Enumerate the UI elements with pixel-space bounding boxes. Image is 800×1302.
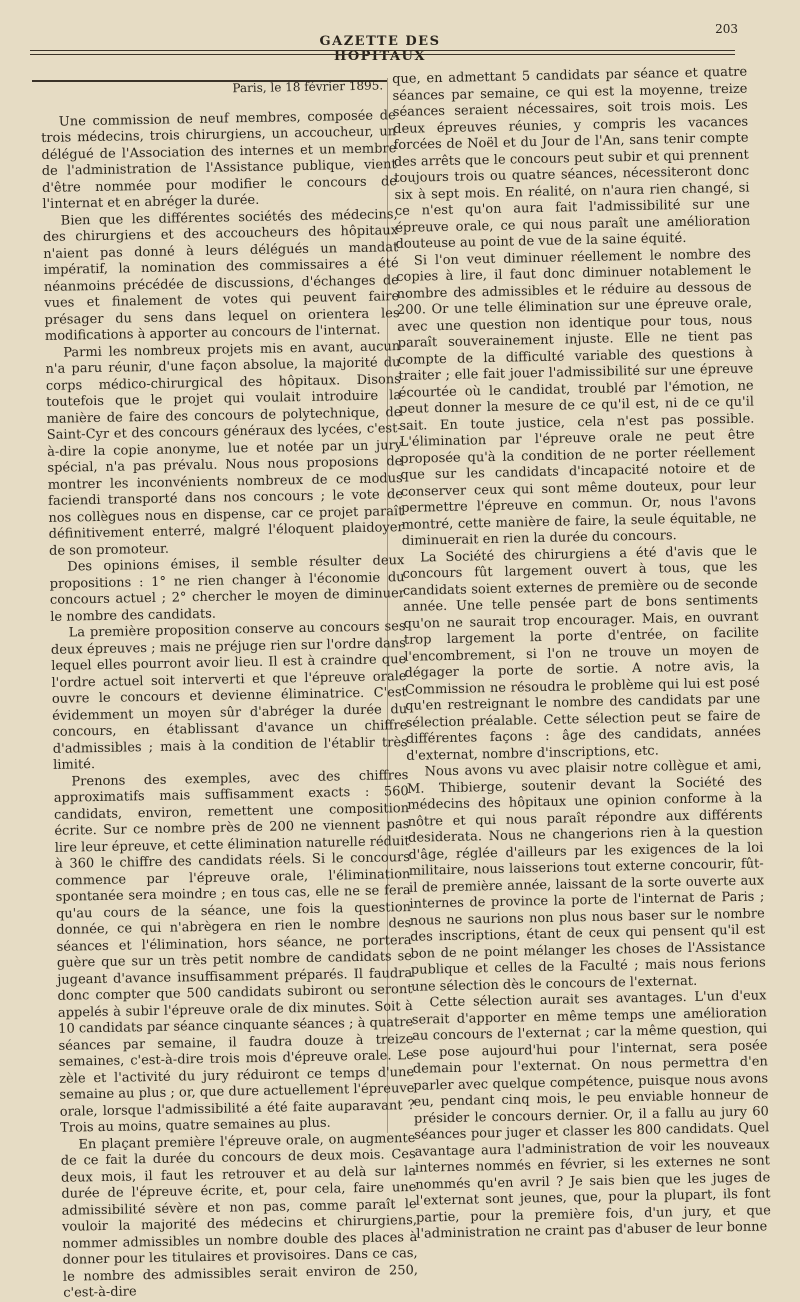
page-header-title: GAZETTE DES HOPITAUX	[319, 34, 441, 64]
page-number: 203	[715, 22, 738, 36]
dateline: Paris, le 18 février 1895.	[232, 78, 384, 96]
header-rule-double	[30, 54, 735, 55]
paragraph: Bien que les différentes sociétés des médecins, des chirurgiens et des accoucheurs des hôpitaux n'aient pas donné à leurs délégués un mandat impératif, la nomination des commissaires a été néanmoins précédée de discussions, d'échanges de vues et finalement de votes qui peuvent faire présager du sens dans lequel on orientera les modifications à apporter au concours de l'internat.	[42, 206, 400, 344]
left-column	[40, 73, 418, 1302]
right-column	[392, 65, 771, 1244]
header-rule	[30, 50, 735, 51]
paragraph: Des opinions émises, il semble résulter deux propositions : 1° ne rien changer à l'économie du concours actuel ; 2° chercher le moyen de diminuer le nombre des candidats.	[49, 553, 406, 625]
paragraph: La Société des chirurgiens a été d'avis que le concours fût largement ouvert à tous, que les candidats soient externes de première ou de seconde année. Une telle pensée part de bons sentiments qu'on ne saurait trop encourager. Mais, en ouvrant trop largement la porte d'entrée, on facilite l'encombrement, si l'on ne trouve un moyen de dégager la porte de sortie. A notre avis, la Commission ne résoudra le problème qui lui est posé qu'en restreignant le nombre des candidats par une sélection préalable. Cette sélection peut se faire de différentes façons : âge des candidats, années d'externat, nombre d'inscriptions, etc.	[402, 542, 762, 764]
paragraph: Si l'on veut diminuer réellement le nombre des copies à lire, il faut donc diminuer notablement le nombre des admissibles et le réduire au dessous de 200. Or une telle élimination sur une épreuve orale, avec une question non identique pour tous, nous paraît souverainement injuste. Elle ne tient pas compte de la difficulté variable des questions à traiter ; elle fait jouer l'admissibilité sur une épreuve écourtée où le candidat, troublé par l'émotion, ne peut donner la mesure de ce qu'il est, ni de ce qu'il sait. En toute justice, cela n'est pas possible. L'élimination par l'épreuve orale ne peut être proposée qu'à la condition de ne porter réellement que sur les candidats d'incapacité notoire et de conserver ceux qui sont même douteux, pour leur permettre l'épreuve en commun. Or, nous l'avons montré, cette manière de faire, la seule équitable, ne diminuerait en rien la durée du concours.	[396, 246, 757, 549]
paragraph: Prenons des exemples, avec des chiffres approximatifs mais suffisamment exacts : 560 candidats, environ, remettent une composition écrite. Sur ce nombre près de 200 ne viennent pas lire leur épreuve, et cette élimination naturelle réduit à 360 le chiffre des candidats réels. Si le concours commence par l'épreuve orale, l'élimination spontanée sera moindre ; en tous cas, elle ne se fera qu'au cours de la séance, une fois la question donnée, ce qui n'abrègera en rien le nombre des séances et l'élimination, hors séance, ne portera guère que sur un très petit nombre de candidats se jugeant d'avance insuffisamment préparés. Il faudra donc compter que 500 candidats subiront ou seront appelés à subir l'épreuve orale de dix minutes. Soit à 10 candidats par séance cinquante séances ; à quatre séances par semaine, il faudra douze à treize semaines, c'est-à-dire trois mois d'épreuve orale. Le zèle et l'activité du jury réduiront ce temps d'une semaine au plus ; or, que dure actuellement l'épreuve orale, lorsque l'admissibilité a été faite auparavant ? Trois au moins, quatre semaines au plus.	[53, 767, 415, 1136]
paragraph-continued: que, en admettant 5 candidats par séance et quatre séances par semaine, ce qui est la moyenne, treize séances seraient nécessaires, soit trois mois. Les deux épreuves réunies, y compris les vacances forcées de Noël et du Jour de l'An, sans tenir compte des arrêts que le concours peut subir et qui prennent toujours trois ou quatre séances, nécessiteront donc six à sept mois. En réalité, on n'aura rien changé, si ce n'est qu'on aura fait l'admissibilité sur une épreuve orale, ce qui nous paraît une amélioration douteuse au point de vue de la saine équité.	[392, 64, 751, 252]
paragraph: Cette sélection aurait ses avantages. L'un d'eux serait d'apporter en même temps une amélioration au concours de l'externat ; car la même question, qui se pose aujourd'hui pour l'internat, sera posée demain pour l'externat. On nous permettra d'en parler avec quelque compétence, puisque nous avons eu, pendant cinq mois, le peu enviable honneur de présider le concours dernier. Or, il a fallu au jury 60 séances pour juger et classer les 800 candidats. Quel avantage aura l'administration de voir les nouveaux internes nommés en février, si les externes ne sont nommés qu'en avril ? Je sais bien que les juges de l'externat sont jeunes, que, pour la plupart, ils font partie, pour la première fois, d'un jury, et que l'administration ne craint pas d'abuser de leur bonne	[411, 988, 772, 1242]
paragraph: En plaçant première l'épreuve orale, on augmente de ce fait la durée du concours de deux mois. Ces deux mois, il faut les retrouver et au delà sur la durée de l'épreuve écrite, et, pour cela, faire une admissibilité sévère et non pas, comme paraît le vouloir la majorité des médecins et chirurgiens, nommer admissibles un nombre double des places à donner pour les titulaires et provisoires. Dans ce cas, le nombre des admissibles serait environ de 250, c'est-à-dire	[60, 1130, 419, 1301]
paragraph: Une commission de neuf membres, composée de trois médecins, trois chirurgiens, un accoucheur, un délégué de l'Association des internes et un membre de l'administration de l'Assistance publique, vient d'être nommée pour modifier le concours de l'internat et en abréger la durée.	[40, 107, 398, 212]
paragraph: La première proposition conserve au concours ses deux épreuves ; mais ne préjuge rien sur l'ordre dans lequel elles pourront avoir lieu. Il est à craindre que l'ordre actuel soit interverti et que l'épreuve orale ouvre le concours et devienne éliminatrice. C'est évidemment un moyen sûr d'abréger la durée du concours, en établissant d'avance un chiffre d'admissibles ; mais à la condition de l'établir très limité.	[50, 619, 408, 773]
paragraph: Parmi les nombreux projets mis en avant, aucun n'a paru réunir, d'une façon absolue, la majorité du corps médico-chirurgical des hôpitaux. Disons toutefois que le projet qui voulait introduire la manière de faire des concours de polytechnique, de Saint-Cyr et des concours généraux des lycées, c'est-à-dire la copie anonyme, lue et notée par un jury spécial, n'a pas prévalu. Nous nous proposions de montrer les inconvénients nombreux de ce modus faciendi transporté dans nos concours ; le vote de nos collègues nous en dispense, car ce projet paraît définitivement enterré, malgré l'éloquent plaidoyer de son promoteur.	[45, 338, 404, 559]
paragraph: Nous avons vu avec plaisir notre collègue et ami, M. Thibierge, soutenir devant la Société des médecins des hôpitaux une opinion conforme à la nôtre et qui nous paraît répondre aux différents desiderata. Nous ne changerions rien à la question d'âge, réglée d'ailleurs par les exigences de la loi militaire, nous laisserions tout externe concourir, fût-il de première année, laissant de la sorte ouverte aux internes de province la porte de l'internat de Paris ; nous ne saurions non plus nous baser sur le nombre des inscriptions, étant de ceux qui pensent qu'il est bon de ne point mélanger les choses de l'Assistance publique et celles de la Faculté ; mais nous ferions une sélection dès le concours de l'externat.	[406, 757, 766, 995]
